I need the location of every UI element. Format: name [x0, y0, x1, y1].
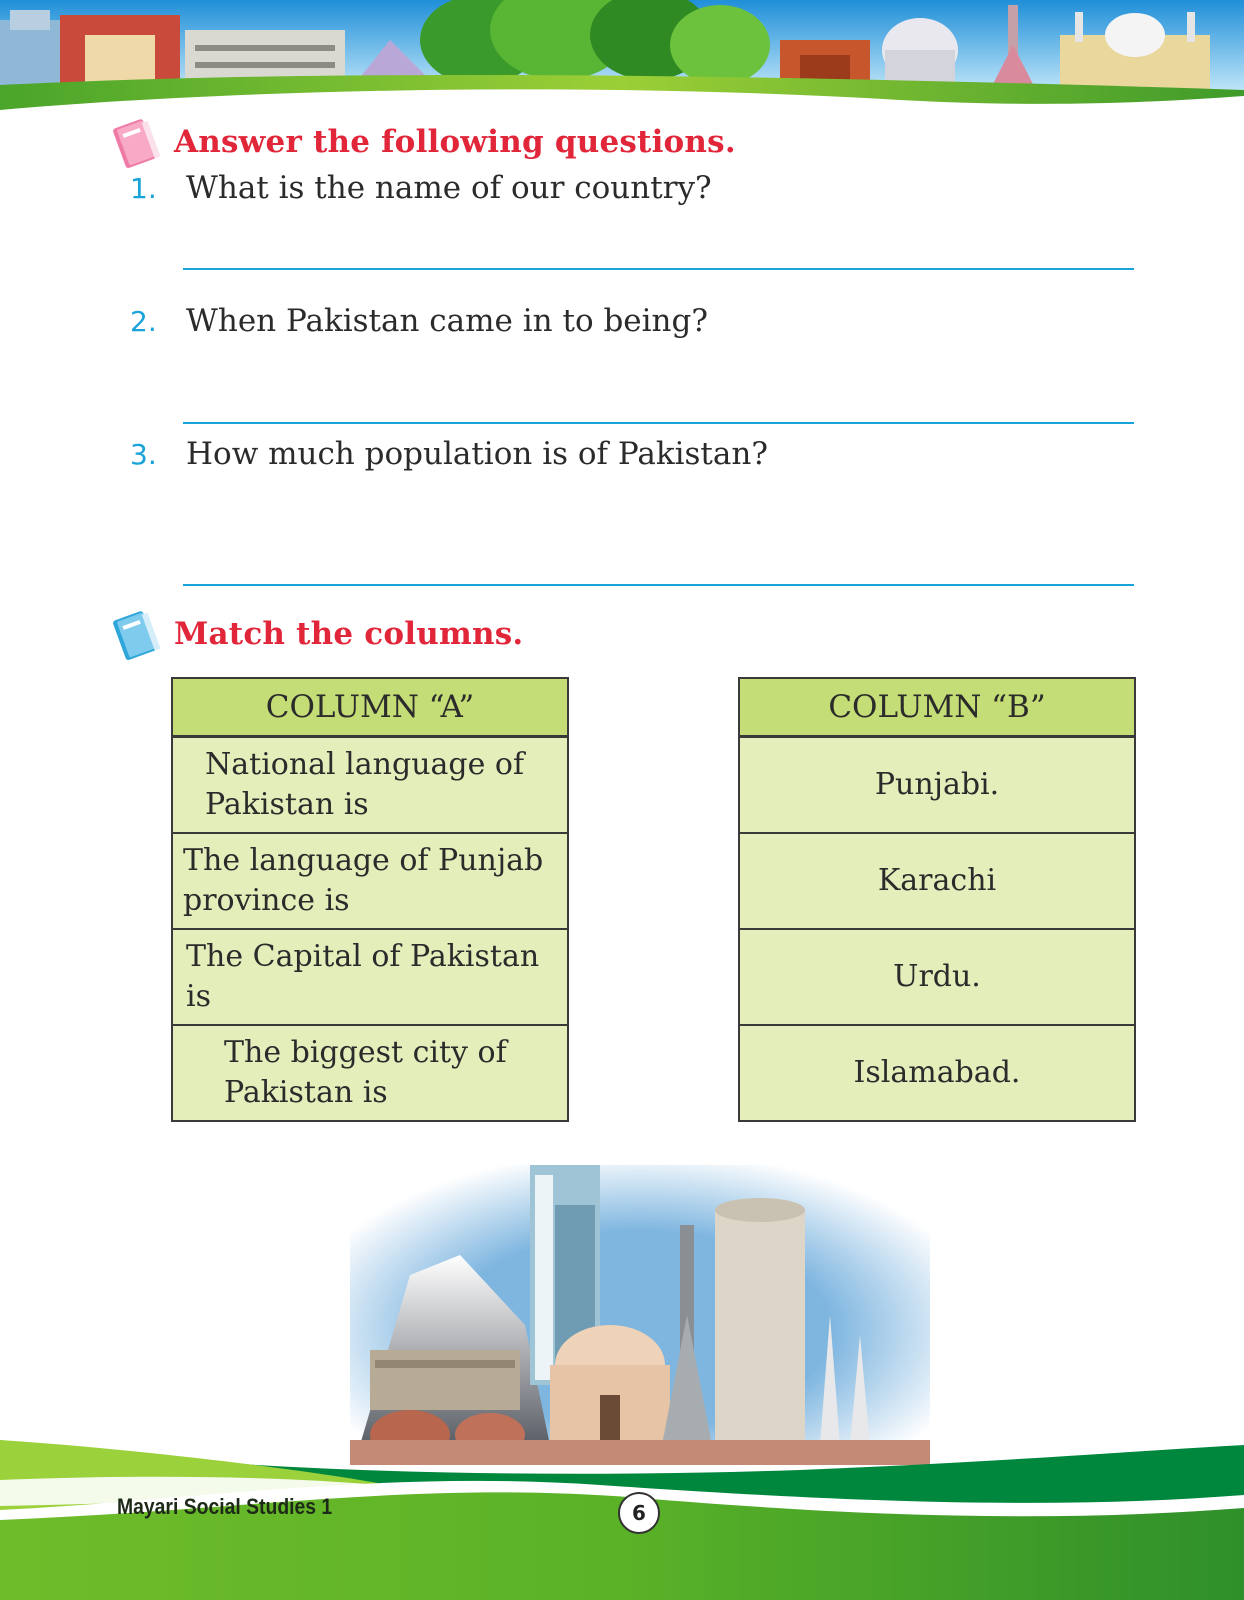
landmarks-banner-art — [0, 0, 1244, 125]
question-number: 1. — [130, 172, 157, 205]
pakistan-landmarks-illustration — [350, 1165, 930, 1465]
answer-line-3[interactable] — [183, 584, 1134, 586]
column-a-item[interactable] — [173, 930, 567, 1026]
answer-line-1[interactable] — [183, 268, 1134, 270]
match-section-title: Match the columns. — [174, 616, 524, 652]
question-2 — [130, 303, 708, 339]
answer-section-title: Answer the following questions. — [174, 124, 736, 160]
column-b-header: COLUMN “B” — [740, 679, 1134, 738]
column-a-header: COLUMN “A” — [173, 679, 567, 738]
header-banner — [0, 0, 1244, 125]
column-a-item[interactable] — [173, 1026, 567, 1120]
answer-section-heading — [104, 110, 736, 174]
column-b-table — [738, 677, 1136, 1122]
column-a-item-line1: National language of — [205, 747, 525, 782]
column-b-item[interactable]: Islamabad. — [853, 1055, 1021, 1090]
column-a-table — [171, 677, 569, 1122]
column-b-item[interactable]: Karachi — [740, 834, 1134, 930]
question-3 — [130, 436, 768, 472]
column-a-item-line2: Pakistan is — [205, 787, 369, 822]
column-a-item-line1: The Capital of Pakistan — [186, 939, 540, 974]
column-a-item-line2: Pakistan is — [224, 1075, 388, 1110]
column-b-item[interactable]: Urdu. — [740, 930, 1134, 1026]
column-a-item-line1: The biggest city of — [224, 1035, 507, 1070]
question-text: How much population is of Pakistan? — [186, 436, 768, 472]
column-b-item[interactable]: Punjabi. — [740, 738, 1134, 834]
column-a-item-line1: The language of Punjab — [183, 843, 544, 878]
question-number: 2. — [130, 305, 157, 338]
column-a-item-line2: is — [186, 979, 211, 1014]
column-a-item-line2: province is — [183, 883, 350, 918]
answer-line-2[interactable] — [183, 422, 1134, 424]
question-text: When Pakistan came in to being? — [186, 303, 708, 339]
match-section-heading — [104, 602, 523, 666]
page-number: 6 — [618, 1492, 660, 1534]
question-number: 3. — [130, 438, 157, 471]
book-title: Mayari Social Studies 1 — [117, 1494, 333, 1519]
column-a-item[interactable] — [173, 834, 567, 930]
column-a-item[interactable] — [173, 738, 567, 834]
question-text: What is the name of our country? — [186, 170, 712, 206]
question-1 — [130, 170, 712, 206]
pink-book-icon — [104, 110, 168, 174]
blue-book-icon — [104, 602, 168, 666]
